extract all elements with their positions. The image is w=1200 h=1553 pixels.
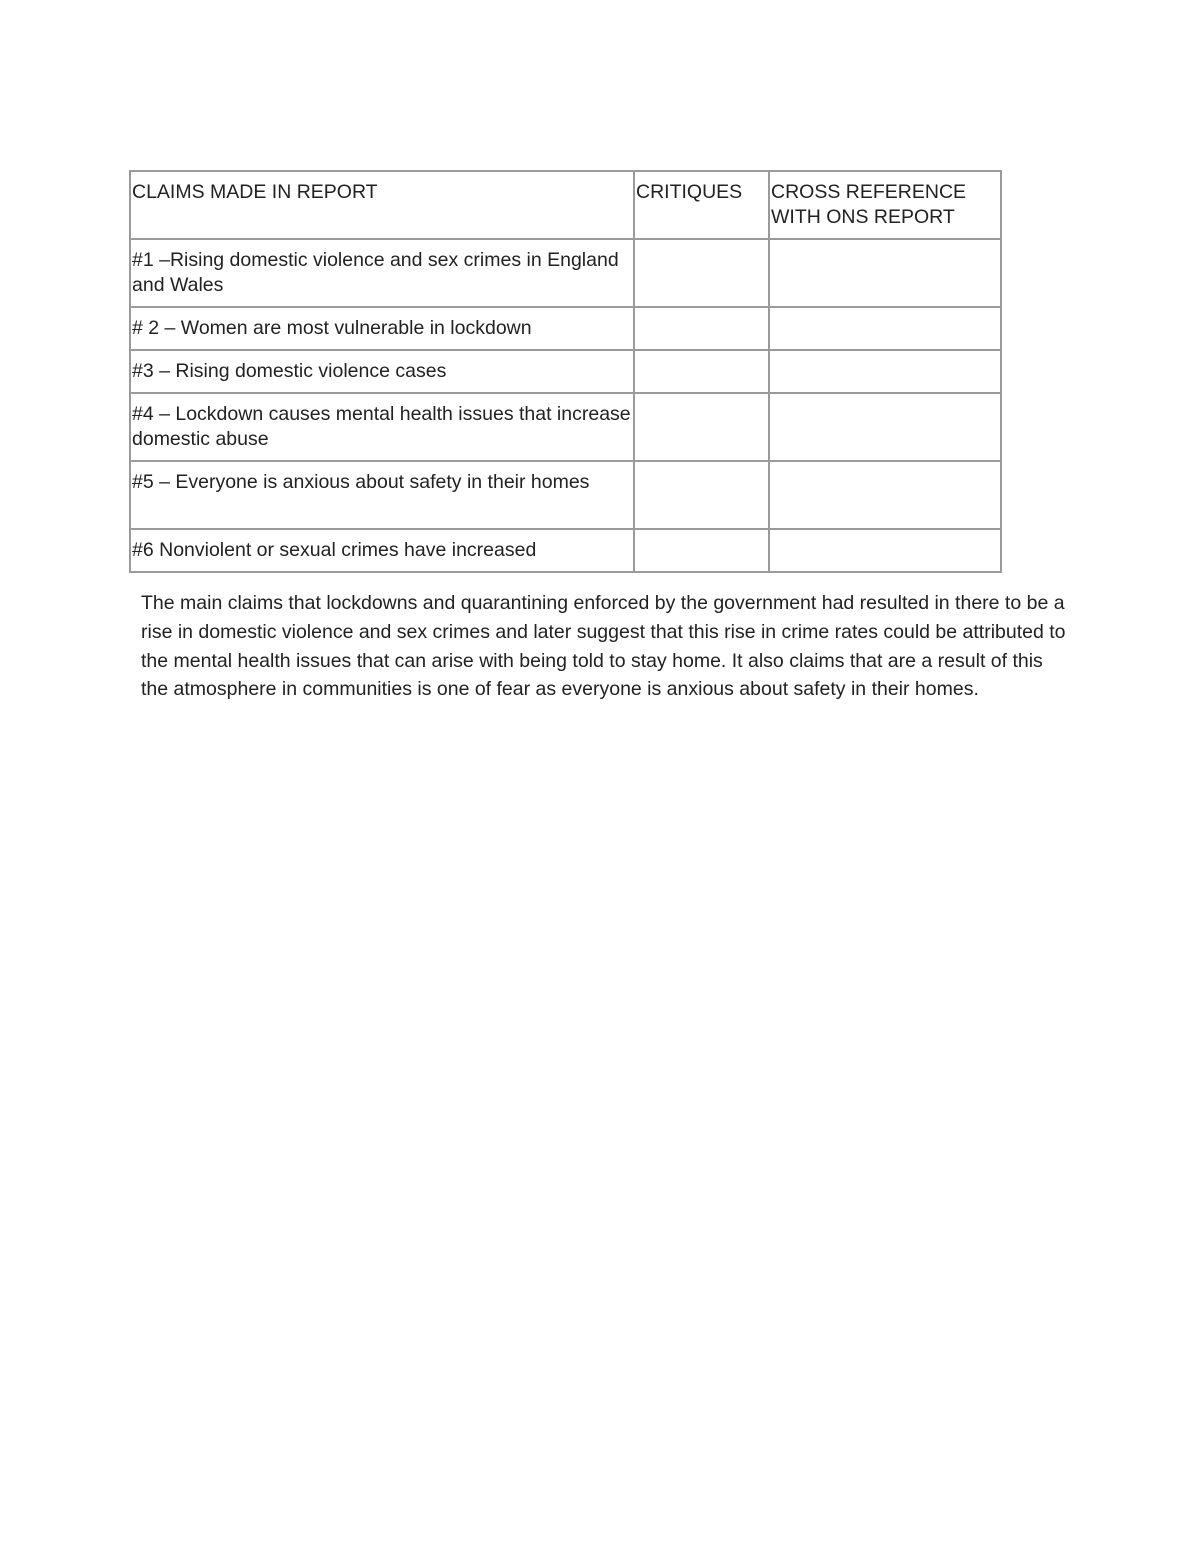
- cross-reference-cell: [769, 239, 1001, 307]
- claim-cell: #1 –Rising domestic violence and sex crimes in England and Wales: [130, 239, 634, 307]
- cross-reference-cell: [769, 307, 1001, 350]
- header-claims: CLAIMS MADE IN REPORT: [130, 171, 634, 239]
- critique-cell: [634, 239, 769, 307]
- claims-table: [129, 170, 1002, 573]
- claim-cell: # 2 – Women are most vulnerable in lockdown: [130, 307, 634, 350]
- cross-reference-cell: [769, 350, 1001, 393]
- cross-reference-cell: [769, 529, 1001, 572]
- table-row: [130, 239, 1001, 307]
- table-row: [130, 350, 1001, 393]
- critique-cell: [634, 350, 769, 393]
- claim-cell: #3 – Rising domestic violence cases: [130, 350, 634, 393]
- table-row: [130, 529, 1001, 572]
- critique-cell: [634, 461, 769, 529]
- table-row: [130, 307, 1001, 350]
- critique-cell: [634, 307, 769, 350]
- cross-reference-cell: [769, 461, 1001, 529]
- claim-cell: #6 Nonviolent or sexual crimes have increased: [130, 529, 634, 572]
- critique-cell: [634, 393, 769, 461]
- claim-cell: #4 – Lockdown causes mental health issues that increase domestic abuse: [130, 393, 634, 461]
- table-row: [130, 393, 1001, 461]
- table-row: [130, 461, 1001, 529]
- header-critiques: CRITIQUES: [634, 171, 769, 239]
- claim-cell: #5 – Everyone is anxious about safety in their homes: [130, 461, 634, 529]
- cross-reference-cell: [769, 393, 1001, 461]
- summary-paragraph: The main claims that lockdowns and quarantining enforced by the government had resulted in there to be a rise in domestic violence and sex crimes and later suggest that this rise in crime rates could be attributed to the mental health issues that can arise with being told to stay home. It also claims that are a result of this the atmosphere in communities is one of fear as everyone is anxious about safety in their homes.: [141, 592, 1066, 701]
- header-cross-reference: CROSS REFERENCE WITH ONS REPORT: [769, 171, 1001, 239]
- table-header-row: [130, 171, 1001, 239]
- critique-cell: [634, 529, 769, 572]
